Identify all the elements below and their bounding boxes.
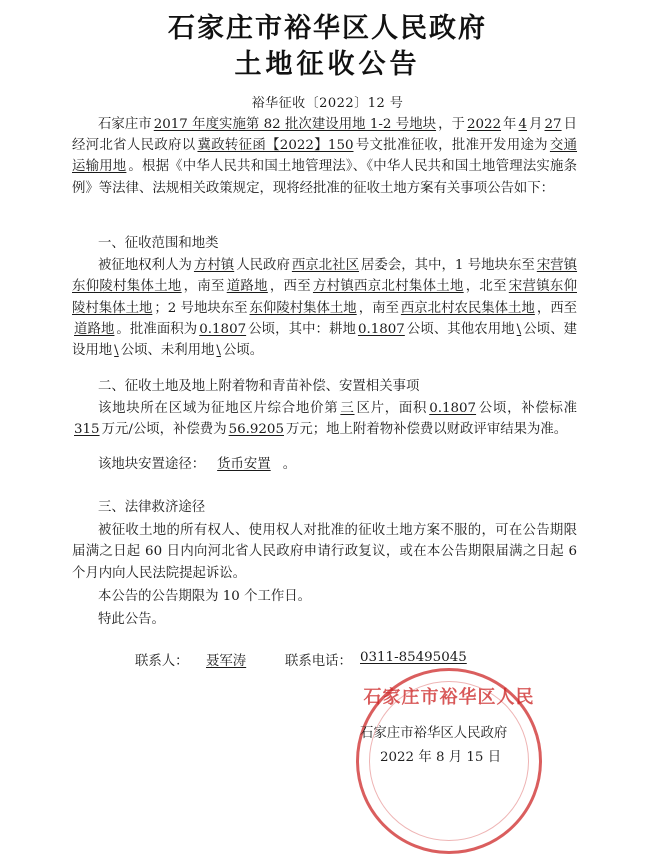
compensation-amount-field: 56.9205 [228,422,284,438]
approval-document-field: 冀政转征函【2022】150 [197,138,354,154]
intro-text: 号文批准征收，批准开发用途为 [355,138,548,154]
page-subtitle: 土地征收公告 [234,49,421,80]
section-text: 公顷，其中：耕地 [248,321,356,337]
section-text: 居委会，其中，1 号地块东至 [360,258,535,274]
intro-text: 月 [529,117,543,132]
section-text: 万元；地上附着物补偿费以财政评审结果为准。 [285,422,568,438]
intro-text: 石家庄市 [98,117,152,132]
contact-person: 聂军涛 [206,654,247,669]
section-text: 公顷。 [222,343,264,359]
resettlement-label: 该地块安置途径： [98,456,206,472]
section-1-paragraph [72,255,577,361]
resettlement-line [72,454,577,475]
plot1-west-field: 方村镇西京北村集体土地 [312,279,464,295]
compensation-standard-field: 315 [74,422,100,438]
page-title: 石家庄市裕华区人民政府 [168,13,487,44]
section-2-heading: 二、征收土地及地上附着物和青苗补偿、安置相关事项 [98,379,420,394]
plot1-east-field: 宋营镇东仰陵村集体土地 [72,258,578,295]
section-text: 万元/公顷，补偿费为 [101,422,227,438]
notice-period: 本公告的公告期限为 10 个工作日。 [98,588,312,604]
plot2-east-field: 东仰陵村集体土地 [249,300,357,316]
section-text: ，南至 [183,279,225,295]
farmland-area-field: 0.1807 [357,321,405,337]
seal-text: 石家庄市裕华区人民 [363,687,535,708]
section-text: 公顷、未利用地 [120,343,215,359]
section-1 [72,233,577,361]
section-text: ，南至 [358,300,399,316]
contact-person-label: 联系人： [135,654,189,669]
approved-area-field: 0.1807 [199,321,247,337]
plot1-north-field: 宋营镇东仰陵村集体土地 [72,279,577,316]
approval-month-field: 4 [518,117,528,132]
price-zone-field: 三 [340,401,355,417]
section-text: ，北至 [465,279,507,295]
closing-statement: 特此公告。 [98,612,165,628]
approval-day-field: 27 [544,117,562,132]
construction-area-field: \ [114,343,119,359]
intro-project-field: 2017 年度实施第 82 批次建设用地 1-2 号地块 [153,117,437,132]
other-agri-area-field: \ [516,321,522,337]
section-text: 被征地权利人为 [98,258,192,274]
unused-area-field: \ [216,343,221,359]
section-text: 人民政府 [236,258,290,274]
section-text: 。 [282,456,297,472]
issuing-organization: 石家庄市裕华区人民政府 [360,726,508,741]
section-3-paragraph: 被征收土地的所有权人、使用权人对批准的征收土地方案不服的，可在公告期限届满之日起 60 日内向河北省人民政府申请行政复议，或在本公告期限届满之日起 6 个月内向人民法院提起诉讼。 [72,523,577,581]
town-field: 方村镇 [193,258,235,274]
community-field: 西京北社区 [291,258,359,274]
issue-date: 2022 年 8 月 15 日 [380,750,502,765]
plot2-west-field: 道路地 [74,321,115,337]
resettlement-field: 货币安置 [217,456,271,472]
intro-paragraph [72,114,577,199]
intro-text: ，于 [438,117,465,132]
section-2-paragraph [72,398,577,440]
intro-text: 。根据《中华人民共和国土地管理法》、《中华人民共和国土地管理法实施条例》等法律、法规相关政策规定，现将经批准的征收土地方案有关事项公告如下： [72,159,578,196]
section-text: ，西至 [269,279,311,295]
plot1-south-field: 道路地 [226,279,268,295]
section-text: ，西至 [536,300,578,316]
approval-year-field: 2022 [466,117,502,132]
contact-phone: 0311-85495045 [360,650,467,665]
section-text: 公顷、其他农用地 [406,321,515,337]
document-number: 裕华征收〔2022〕12 号 [251,96,404,111]
section-3-heading: 三、法律救济途径 [98,500,206,515]
intro-text: 年 [503,117,517,132]
plot2-south-field: 西京北村农民集体土地 [400,300,535,316]
area-field: 0.1807 [429,401,477,417]
section-text: ；2 号地块东至 [154,300,248,316]
section-text: 该地块所在区域为征地区片综合地价第 [98,401,339,417]
contact-phone-label: 联系电话： [285,654,352,669]
land-use-field: 交通运输用地 [72,138,578,175]
section-text: 公顷，补偿标准 [478,401,578,417]
section-1-heading: 一、征收范围和地类 [98,236,219,251]
section-text: 区片，面积 [356,401,428,417]
intro-text: 日经河北省人民政府以 [72,117,577,154]
section-text: 。批准面积为 [116,321,198,337]
section-2 [72,376,577,475]
section-3 [72,497,577,630]
section-text: 公顷、建设用地 [72,321,578,359]
